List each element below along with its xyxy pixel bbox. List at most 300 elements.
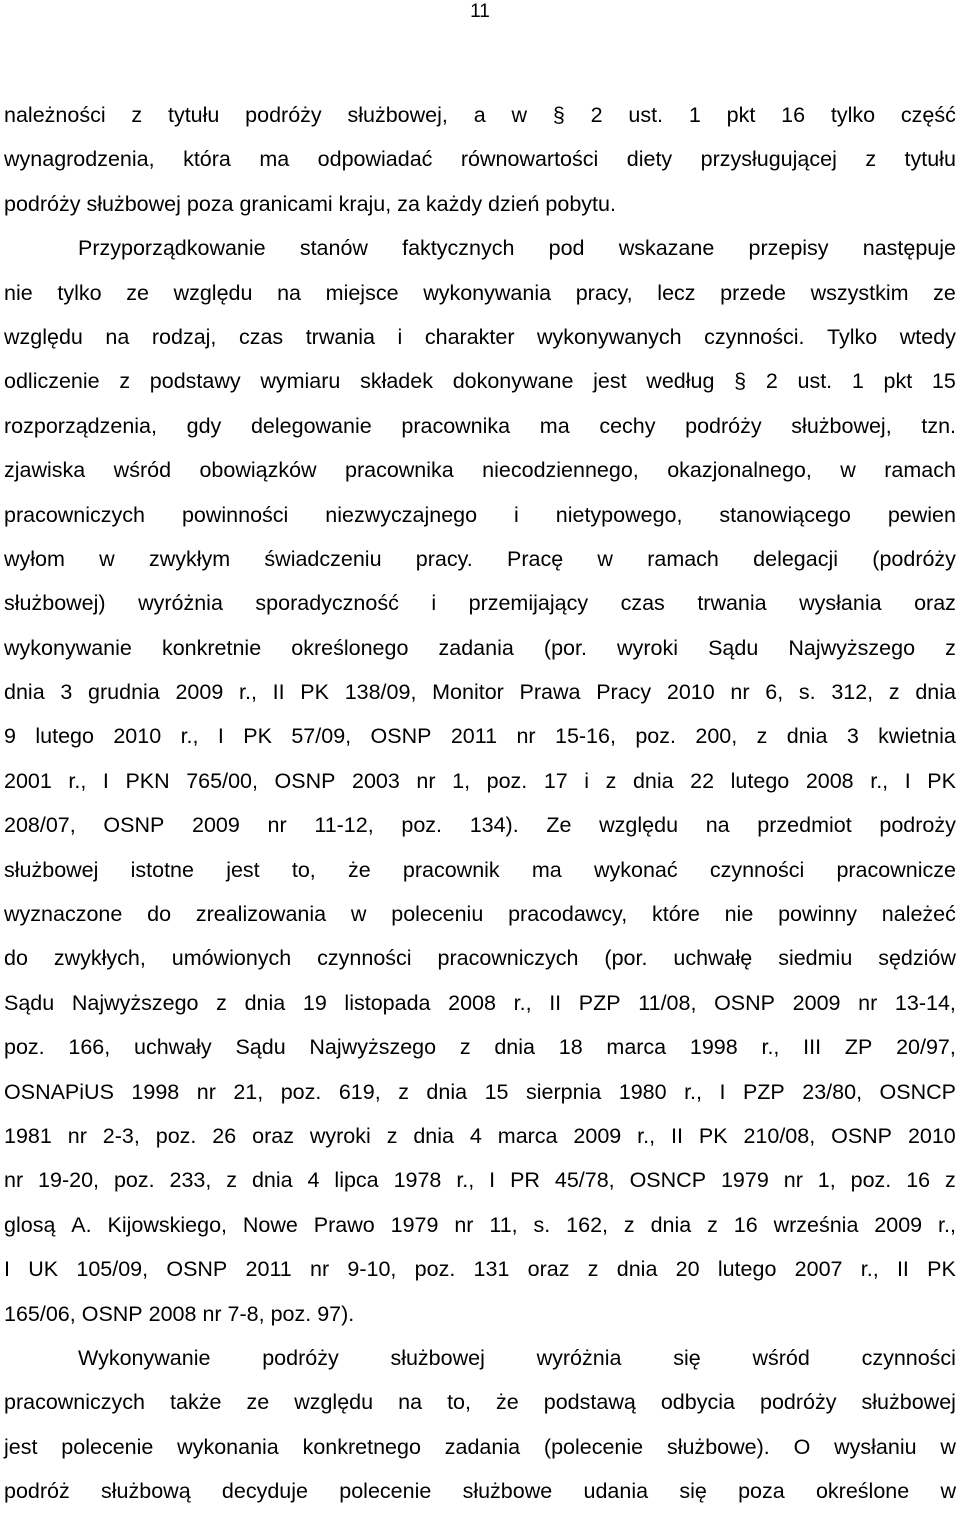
word: I [217,724,224,749]
word: z [945,1168,956,1193]
word: pobytu. [545,191,616,216]
word: polecenie [339,1479,432,1504]
word: nr [4,1168,24,1193]
word: że [347,857,371,882]
text-line [4,759,956,803]
word: zwykłym [148,546,231,571]
word: PK [927,768,956,793]
word: r., [860,1257,879,1282]
word: PZP [578,990,621,1015]
word: 2009 [792,990,841,1015]
word: z [587,1257,599,1282]
word: 162, [566,1212,609,1237]
word: s. [533,1212,551,1237]
word: Najwyższego [309,1035,437,1060]
word: dnia [632,768,674,793]
word: z [226,1168,238,1193]
word: ma [531,857,562,882]
word: 19 [302,990,327,1015]
word: się [673,1345,701,1370]
word: wysłania [799,591,882,616]
word: stanów [299,236,368,261]
word: 1979 [720,1168,769,1193]
word: w [840,458,856,483]
word: 2 [765,369,778,394]
text-line [4,803,956,847]
word: poz. [850,1168,892,1193]
word: wymiaru [260,369,341,394]
word: II [896,1257,909,1282]
word: OSNP [103,813,165,838]
word: 9-10, [347,1257,397,1282]
word: 1 [688,103,701,127]
word: i [514,502,519,527]
word: PK [698,1123,728,1148]
text-line [4,1247,956,1291]
word: dnia [915,680,956,705]
word: 23/80, [802,1079,863,1104]
word: w [99,546,115,571]
word: OSNP [166,1257,228,1282]
word: PK [300,680,329,705]
word: 2008 [148,1301,203,1326]
word: względu [173,280,253,305]
word: 200, [695,724,738,749]
word: 1, [817,1168,836,1193]
word: każdy [425,191,489,216]
word: r., [684,1079,702,1104]
word: nr [196,1079,216,1104]
word: wyłom [4,546,65,571]
text-line [4,981,956,1025]
word: służbowej, [791,413,892,438]
word: poz. [486,768,528,793]
word: na [705,813,730,838]
word: wykonywanych [537,324,682,349]
word: kraju, [338,191,398,216]
word: pracownicze [836,857,956,882]
word: 131 [473,1257,510,1282]
word: przysługującej [700,147,837,172]
text-line [4,581,956,625]
word: poza [738,1479,785,1504]
page-number: 11 [470,1,490,22]
text-line [4,1425,956,1469]
word: marca [497,1123,558,1148]
word: nr [416,768,436,793]
word: 16 [733,1212,758,1237]
word: tytułu [167,103,220,127]
word: r., [870,768,889,793]
word: dnia [251,1168,293,1193]
word: poz. [414,1257,456,1282]
word: z [605,768,617,793]
word: istotne [130,857,194,882]
word: 1979 [390,1212,439,1237]
word: przepisy [748,236,829,261]
word: 2010 [907,1123,956,1148]
word: 11/08, [638,990,697,1015]
word: 2009 [573,1123,622,1148]
word: Tylko [827,324,878,349]
word: r., [938,1212,956,1237]
word: względu [599,813,679,838]
word: podróży [759,1390,837,1415]
word: niezwyczajnego [325,502,478,527]
word: czynności [317,946,412,971]
word: 312, [831,680,874,705]
word: OSNP [81,1301,149,1326]
word: I [102,768,109,793]
word: poz. [113,1168,155,1193]
word: (por. [604,946,648,971]
word: wyróżnia [536,1345,622,1370]
word: czynności [861,1345,956,1370]
word: dnia [616,1257,658,1282]
word: rodzaj, [151,324,217,349]
word: marca [606,1035,667,1060]
word: ze [933,280,956,305]
word: 1981 [4,1123,52,1148]
word: oraz [914,591,956,616]
word: OSNP [714,990,776,1015]
text-line [4,448,956,492]
word: 4 [469,1123,482,1148]
word: także [170,1390,222,1415]
word: faktycznych [402,236,515,261]
word: Kijowskiego, [107,1212,228,1237]
word: PK [927,1257,956,1282]
word: 16 [781,103,806,127]
word: siedmiu [778,946,853,971]
word: dnia [244,990,286,1015]
word: a [473,103,486,127]
word: w [940,1434,956,1459]
word: I [904,768,911,793]
word: nr [202,1301,228,1326]
word: jest [593,369,627,394]
word: służbową [101,1479,191,1504]
word: z [888,680,900,705]
word: charakter [424,324,515,349]
word: według [646,369,715,394]
word: 2011 [450,724,498,749]
word: nie [4,280,33,305]
word: ramach [647,546,719,571]
word: 13-14, [894,990,956,1015]
word: (por. [543,635,587,660]
text-line [4,271,956,315]
word: wszystkim [810,280,909,305]
word: 1998 [131,1079,180,1104]
word: pkt [726,103,756,127]
word: pracowniczych [4,1390,145,1415]
word: należności [4,103,106,127]
word: przede [720,280,786,305]
word: ze [246,1390,270,1415]
word: z [216,990,227,1015]
word: na [277,280,302,305]
word: lecz [657,280,696,305]
word: 21, [233,1079,264,1104]
word: pracownika [401,413,511,438]
word: służbowe). [666,1434,770,1459]
text-line [4,315,956,359]
word: 2001 [4,768,52,793]
text-line [4,1469,956,1513]
word: glosą [4,1212,56,1237]
word: to, [447,1390,471,1415]
word: wyroki [617,635,678,660]
word: poza [186,191,240,216]
text-line [4,1158,956,1202]
text-line [4,182,956,226]
word: wykonania [177,1434,279,1459]
word: służbowej, [347,103,448,127]
word: 2009 [874,1212,923,1237]
word: uchwały [134,1035,212,1060]
word: Pracy [596,680,652,705]
word: oraz [252,1123,294,1148]
word: 97). [317,1301,355,1326]
word: kwietnia [878,724,956,749]
word: służbowej [861,1390,956,1415]
word: i [584,768,590,793]
word: 233, [169,1168,212,1193]
word: 15 [484,1079,509,1104]
word: z [131,103,143,127]
word: ze [126,280,149,305]
word: do [147,902,172,927]
word: r., [637,1123,656,1148]
word: odbycia [660,1390,735,1415]
word: się [679,1479,707,1504]
word: r., [761,1035,780,1060]
word: UK [28,1257,59,1282]
word: 16 [906,1168,931,1193]
word: przemijający [468,591,589,616]
text-line [4,936,956,980]
word: powinny [778,902,857,927]
word: 105/09, [76,1257,149,1282]
word: r., [456,1168,475,1193]
text-line [4,626,956,670]
word: lutego [35,724,94,749]
word: 2007 [794,1257,843,1282]
word: w [597,546,613,571]
word: 2008 [805,768,854,793]
word: 18 [558,1035,583,1060]
word: 1980 [618,1079,667,1104]
word: poz. [155,1123,197,1148]
word: 20 [675,1257,700,1282]
word: dnia [786,724,828,749]
word: wyróżnia [138,591,223,616]
word: PZP [742,1079,785,1104]
word: Najwyższego [71,990,199,1015]
text-line [4,1203,956,1247]
word: względu [4,324,83,349]
word: ma [259,147,290,172]
word: III [803,1035,822,1060]
word: pracownik [402,857,500,882]
word: 2011 [245,1257,292,1282]
word: trwania [305,324,376,349]
word: służbowej [86,191,187,216]
word: przedmiot [757,813,852,838]
word: służbowe [462,1479,553,1504]
word: Monitor [432,680,504,705]
word: dnia [4,680,45,705]
word: poz. [401,813,443,838]
word: czas [238,324,284,349]
word: decyduje [221,1479,308,1504]
word: granicami [239,191,339,216]
word: jest [226,857,260,882]
word: ZP [844,1035,873,1060]
word: września [773,1212,859,1237]
word: OSNP [831,1123,893,1148]
word: I [489,1168,496,1193]
word: r., [180,724,199,749]
word: konkretnie [161,635,262,660]
word: określonego [291,635,409,660]
word: poz. [635,724,676,749]
word: Nowe [242,1212,298,1237]
word: grudnia [88,680,160,705]
text-line [4,93,956,137]
word: 2010 [666,680,715,705]
word: sierpnia [525,1079,602,1104]
word: z [865,147,877,172]
word: tzn. [921,413,956,438]
word: i [431,591,437,616]
word: trwania [697,591,767,616]
word: r., [513,990,532,1015]
word: Wykonywanie [78,1345,211,1370]
word: polecenie [61,1434,154,1459]
word: wykonywanie [4,635,132,660]
word: służbowej [390,1345,485,1370]
word: 619, [338,1079,381,1104]
word: miejsce [325,280,399,305]
word: ust. [797,369,833,394]
word: 57/09, [291,724,352,749]
word: tylko [830,103,876,127]
word: wykonać [593,857,678,882]
word: PR [510,1168,540,1193]
word: 9 [4,724,16,749]
word: 4 [307,1168,320,1193]
word: 2-3, [102,1123,140,1148]
word: składek [360,369,433,394]
word: II [671,1123,683,1148]
text-line [4,137,956,181]
word: (podróży [872,546,956,571]
word: z [459,1035,471,1060]
word: 166, [68,1035,111,1060]
text-line [4,670,956,714]
word: okazjonalnego, [667,458,812,483]
word: s. [798,680,816,705]
text-line [4,1380,956,1424]
word: 1978 [393,1168,442,1193]
word: wtedy [899,324,956,349]
word: 210/08, [743,1123,816,1148]
word: (polecenie [543,1434,644,1459]
word: II [272,680,285,705]
word: należeć [881,902,956,927]
word: r., [239,680,257,705]
word: Prawo [313,1212,375,1237]
word: z [398,1079,409,1104]
word: odpowiadać [317,147,433,172]
word: Ze [546,813,572,838]
word: 138/09, [344,680,417,705]
word: pracowniczych [4,502,145,527]
text-line [4,1292,956,1336]
word: Sądu [235,1035,286,1060]
word: 7-8, [227,1301,271,1326]
word: O [793,1434,811,1459]
word: 208/07, [4,813,76,838]
word: wśród [752,1345,810,1370]
word: gdy [186,413,222,438]
word: niecodziennego, [482,458,639,483]
word: 2003 [352,768,400,793]
word: Sądu [4,990,55,1015]
word: 1998 [689,1035,738,1060]
word: Sądu [708,635,759,660]
word: czas [620,591,665,616]
word: dnia [650,1212,692,1237]
word: odliczenie [4,369,100,394]
word: 19-20, [38,1168,100,1193]
word: 2009 [192,813,240,838]
word: podroży [879,813,956,838]
word: zadania [444,1434,521,1459]
word: ramach [884,458,956,483]
word: A. [71,1212,92,1237]
word: delegacji [753,546,839,571]
word: do [4,946,28,971]
word: służbowej [4,857,99,882]
word: wyroki [309,1123,371,1148]
word: ust. [628,103,664,127]
word: na [105,324,130,349]
text-line [4,892,956,936]
word: ma [539,413,570,438]
word: dnia [426,1079,468,1104]
word: podróży [4,191,87,216]
word: rozporządzenia, [4,413,157,438]
word: nie [724,902,754,927]
word: 1 [851,369,864,394]
word: 765/00, [186,768,258,793]
word: pracy. [415,546,473,571]
word: 11, [489,1212,518,1237]
word: obowiązków [199,458,317,483]
word: w [511,103,527,127]
word: pracownika [345,458,454,483]
word: wysłaniu [834,1434,917,1459]
word: wskazane [618,236,715,261]
document-body [4,93,956,1514]
word: wśród [113,458,172,483]
word: określone [815,1479,910,1504]
word: tylko [57,280,102,305]
word: OSNCP [879,1079,956,1104]
